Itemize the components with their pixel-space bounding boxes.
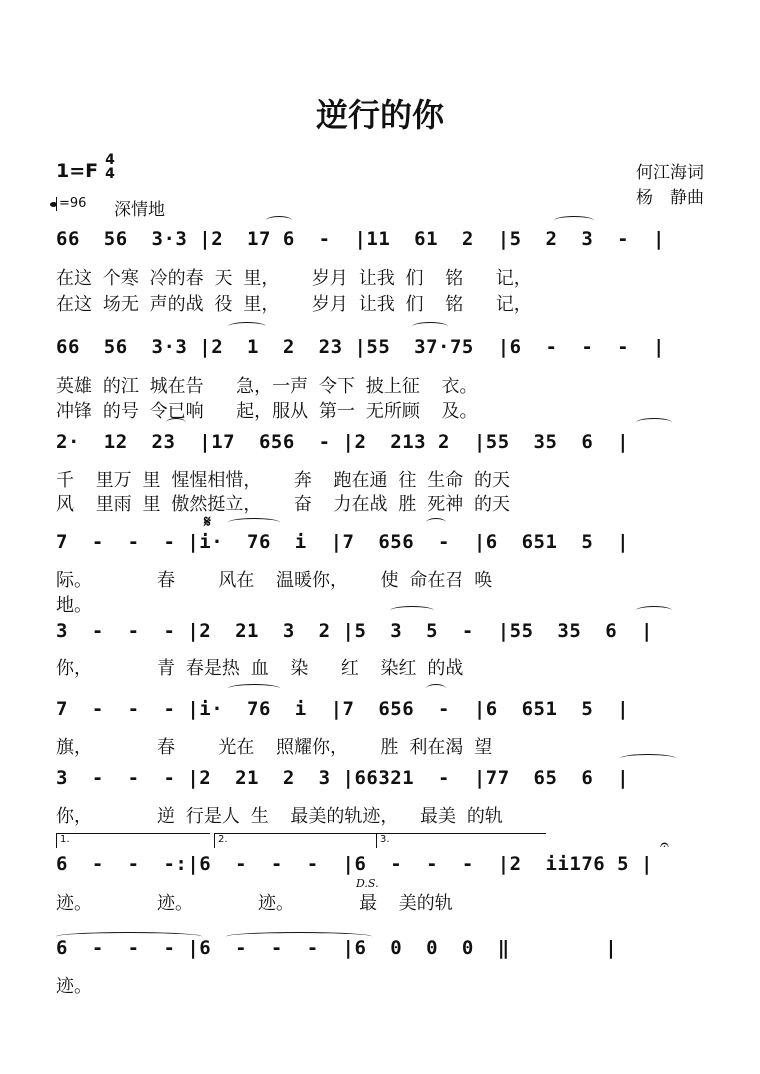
lyric-line: 英雄 的江 城在告 急，一声 令下 披上征 衣。 xyxy=(56,376,478,397)
slur-arc xyxy=(636,418,672,427)
tempo-marking xyxy=(50,196,86,211)
lyric-line: 你， 逆 行是人 生 最美的轨迹， 最美 的轨 xyxy=(56,806,503,827)
slur-arc xyxy=(554,216,594,225)
lyric-line: 际。 春 风在 温暖你， 使 命在召 唤 xyxy=(56,570,493,591)
time-signature-top: 4 xyxy=(105,152,115,168)
song-title: 逆行的你 xyxy=(315,96,444,134)
slur-arc xyxy=(636,606,672,615)
ds-marking: D.S. xyxy=(356,877,379,890)
slur-arc xyxy=(620,754,676,763)
notation-row: 7 - - - |i· 76 i |7 656 - |6 651 5 | xyxy=(56,531,630,553)
lyric-line: 在这 个寒 冷的春 天 里， 岁月 让我 们 铭 记， xyxy=(56,268,532,289)
notation-row: 3 - - - |2 21 3 2 |5 3 5 - |55 35 6 | xyxy=(56,620,653,642)
slur-arc xyxy=(426,518,446,527)
notation-row: 6 - - - |6 - - - |6 0 0 0 ‖ | xyxy=(56,937,618,959)
lyric-line: 旗， 春 光在 照耀你， 胜 利在渴 望 xyxy=(56,737,493,758)
notation-row: 2· 12 23 |17 656 - |2 213 2 |55 35 6 | xyxy=(56,431,630,453)
slur-arc xyxy=(166,418,186,427)
key-signature xyxy=(56,160,98,182)
notation-row: 66 56 3·3 |2 17 6 - |11 61 2 |5 2 3 - | xyxy=(56,228,665,250)
fermata-sign: 𝄐 xyxy=(660,835,669,854)
lyric-line: 在这 场无 声的战 役 里， 岁月 让我 们 铭 记， xyxy=(56,294,532,315)
notation-row: 66 56 3·3 |2 1 2 23 |55 37·75 |6 - - - | xyxy=(56,336,665,358)
lyric-line: 千 里万 里 惺惺相惜， 奔 跑在通 往 生命 的天 xyxy=(56,470,511,491)
notation-row: 7 - - - |i· 76 i |7 656 - |6 651 5 | xyxy=(56,698,630,720)
key-label: 1=F xyxy=(56,160,99,182)
volta-bracket-3: 3. xyxy=(376,833,546,848)
tempo-value: =96 xyxy=(59,196,87,211)
notation-row: 6 - - -:|6 - - - |6 - - - |2 ii176 5 | xyxy=(56,853,653,875)
slur-arc xyxy=(426,684,446,693)
lyric-line: 冲锋 的号 令已响 起，服从 第一 无所顾 及。 xyxy=(56,401,478,422)
slur-arc xyxy=(412,322,448,331)
time-signature xyxy=(103,153,117,181)
lyric-line: 地。 xyxy=(56,595,92,616)
lyric-line: 你， 青 春是热 血 染 红 染红 的战 xyxy=(56,658,464,679)
slur-arc xyxy=(228,322,266,331)
lyric-line: 风 里雨 里 傲然挺立， 奋 力在战 胜 死神 的天 xyxy=(56,494,511,515)
time-signature-bottom: 4 xyxy=(105,166,115,182)
volta-bracket-2: 2. xyxy=(214,833,378,848)
volta-bracket-1: 1. xyxy=(56,833,210,848)
slur-arc xyxy=(266,216,292,225)
lyric-line: 迹。 迹。 迹。 最 美的轨 xyxy=(56,893,453,914)
segno-sign: 𝄋 xyxy=(204,512,211,531)
slur-arc xyxy=(228,684,280,693)
composer-credit: 杨 静曲 xyxy=(636,188,704,208)
lyric-line: 迹。 xyxy=(56,976,92,997)
notation-row: 3 - - - |2 21 2 3 |66321 - |77 65 6 | xyxy=(56,767,630,789)
slur-arc xyxy=(390,606,434,615)
lyricist-credit: 何江海词 xyxy=(636,163,704,183)
mood-marking: 深情地 xyxy=(114,200,165,220)
slur-arc xyxy=(228,518,280,527)
